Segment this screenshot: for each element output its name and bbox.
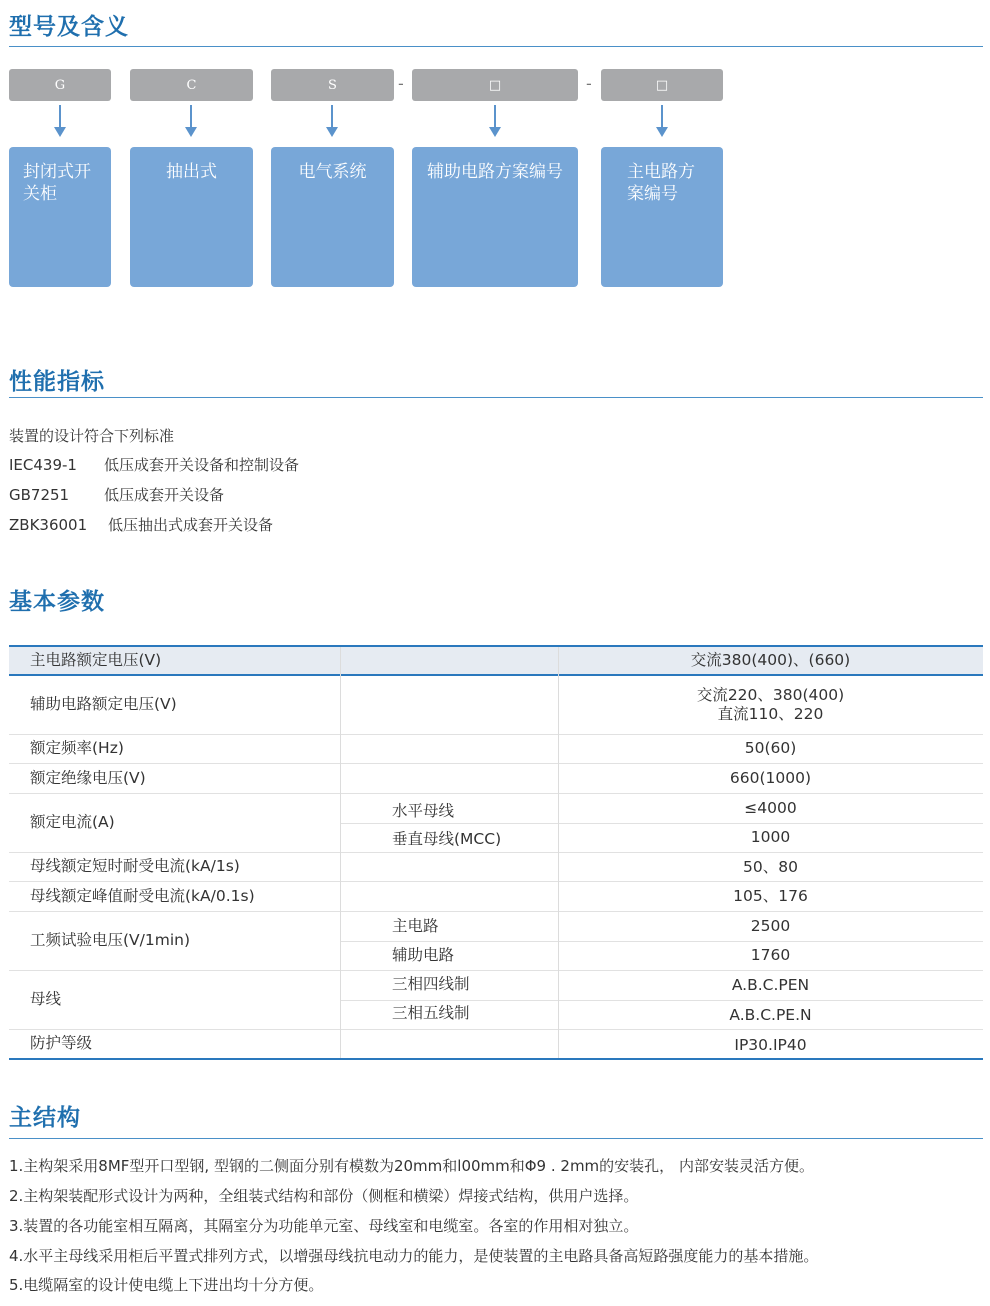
param-sub: 三相四线制 [392, 975, 470, 993]
param-value: 2500 [750, 917, 791, 935]
desc-box-main-circuit: 主电路方案编号 [601, 147, 723, 287]
param-name: 主电路额定电压(V) [30, 651, 162, 669]
structure-item: 5.电缆隔室的设计使电缆上下进出均十分方便。 [9, 1276, 324, 1294]
param-sub: 水平母线 [392, 802, 455, 820]
code-box-c: C [130, 69, 253, 101]
param-sub: 主电路 [392, 917, 439, 935]
code-dash: - [398, 74, 404, 93]
param-value: 105、176 [733, 887, 808, 905]
param-name: 母线 [30, 990, 62, 1008]
param-name: 额定频率(Hz) [30, 739, 124, 757]
desc-box-aux-circuit: 辅助电路方案编号 [412, 147, 578, 287]
standard-item [9, 484, 224, 505]
param-name: 额定电流(A) [30, 813, 115, 831]
desc-box-enclosed: 封闭式开关柜 [9, 147, 111, 287]
param-value: 直流110、220 [717, 705, 824, 723]
param-value: A.B.C.PE.N [729, 1006, 812, 1024]
param-value: 660(1000) [729, 769, 812, 787]
structure-item: 3.装置的各功能室相互隔离，其隔室分为功能单元室、母线室和电缆室。各室的作用相对独立。 [9, 1217, 639, 1235]
param-value: 50(60) [744, 739, 797, 757]
standard-name: 低压成套开关设备 [104, 486, 225, 504]
desc-box-electrical: 电气系统 [271, 147, 394, 287]
down-arrow-icon [656, 105, 668, 139]
down-arrow-icon [326, 105, 338, 139]
structure-item: 4.水平主母线采用柜后平置式排列方式，以增强母线抗电动力的能力，是使装置的主电路具备高短路强度能力的基本措施。 [9, 1247, 819, 1265]
code-box-aux: □ [412, 69, 578, 101]
param-value: 1760 [750, 946, 791, 964]
code-box-s: S [271, 69, 394, 101]
param-sub: 垂直母线(MCC) [392, 830, 502, 848]
section-rule [9, 1138, 983, 1139]
code-box-main: □ [601, 69, 723, 101]
section-title-model: 型号及含义 [9, 14, 129, 40]
code-box-g: G [9, 69, 111, 101]
section-rule [9, 397, 983, 398]
param-value: 1000 [750, 828, 791, 846]
standard-code: IEC439-1 [9, 456, 77, 474]
param-value: 50、80 [743, 858, 798, 876]
down-arrow-icon [489, 105, 501, 139]
standard-name: 低压抽出式成套开关设备 [108, 516, 274, 534]
standard-code: ZBK36001 [9, 516, 88, 534]
param-value: 交流380(400)、(660) [690, 651, 851, 669]
down-arrow-icon [54, 105, 66, 139]
down-arrow-icon [185, 105, 197, 139]
standards-intro: 装置的设计符合下列标准 [9, 427, 175, 445]
param-name: 辅助电路额定电压(V) [30, 695, 177, 713]
standard-code: GB7251 [9, 486, 70, 504]
section-rule [9, 46, 983, 47]
param-name: 母线额定短时耐受电流(kA/1s) [30, 857, 240, 875]
sub-row-divider [340, 941, 983, 942]
param-name: 母线额定峰值耐受电流(kA/0.1s) [30, 887, 255, 905]
section-title-params: 基本参数 [9, 589, 105, 615]
table-bottom-rule [9, 1058, 983, 1060]
sub-row-divider [340, 823, 983, 824]
structure-item: 1.主构架采用8MF型开口型钢, 型钢的二侧面分别有模数为20mm和l00mm和Φ9 . 2mm的安装孔， 内部安装灵活方便。 [9, 1157, 814, 1175]
param-value: IP30.IP40 [734, 1036, 807, 1054]
param-value: 交流220、380(400) [696, 686, 845, 704]
standard-item [9, 514, 273, 535]
param-value: A.B.C.PEN [731, 976, 810, 994]
param-value: ≤4000 [744, 799, 797, 817]
code-dash: - [586, 74, 592, 93]
param-sub: 三相五线制 [392, 1004, 470, 1022]
desc-box-withdrawable: 抽出式 [130, 147, 253, 287]
param-name: 工频试验电压(V/1min) [30, 931, 191, 949]
section-title-structure: 主结构 [9, 1105, 81, 1131]
param-sub: 辅助电路 [392, 946, 455, 964]
structure-item: 2.主构架装配形式设计为两种，全组装式结构和部份（侧框和横梁）焊接式结构，供用户选择。 [9, 1187, 639, 1205]
column-divider [340, 647, 341, 1058]
standard-item [9, 454, 299, 475]
standard-name: 低压成套开关设备和控制设备 [104, 456, 300, 474]
sub-row-divider [340, 1000, 983, 1001]
param-name: 额定绝缘电压(V) [30, 769, 146, 787]
param-name: 防护等级 [30, 1034, 93, 1052]
section-title-performance: 性能指标 [9, 369, 105, 395]
